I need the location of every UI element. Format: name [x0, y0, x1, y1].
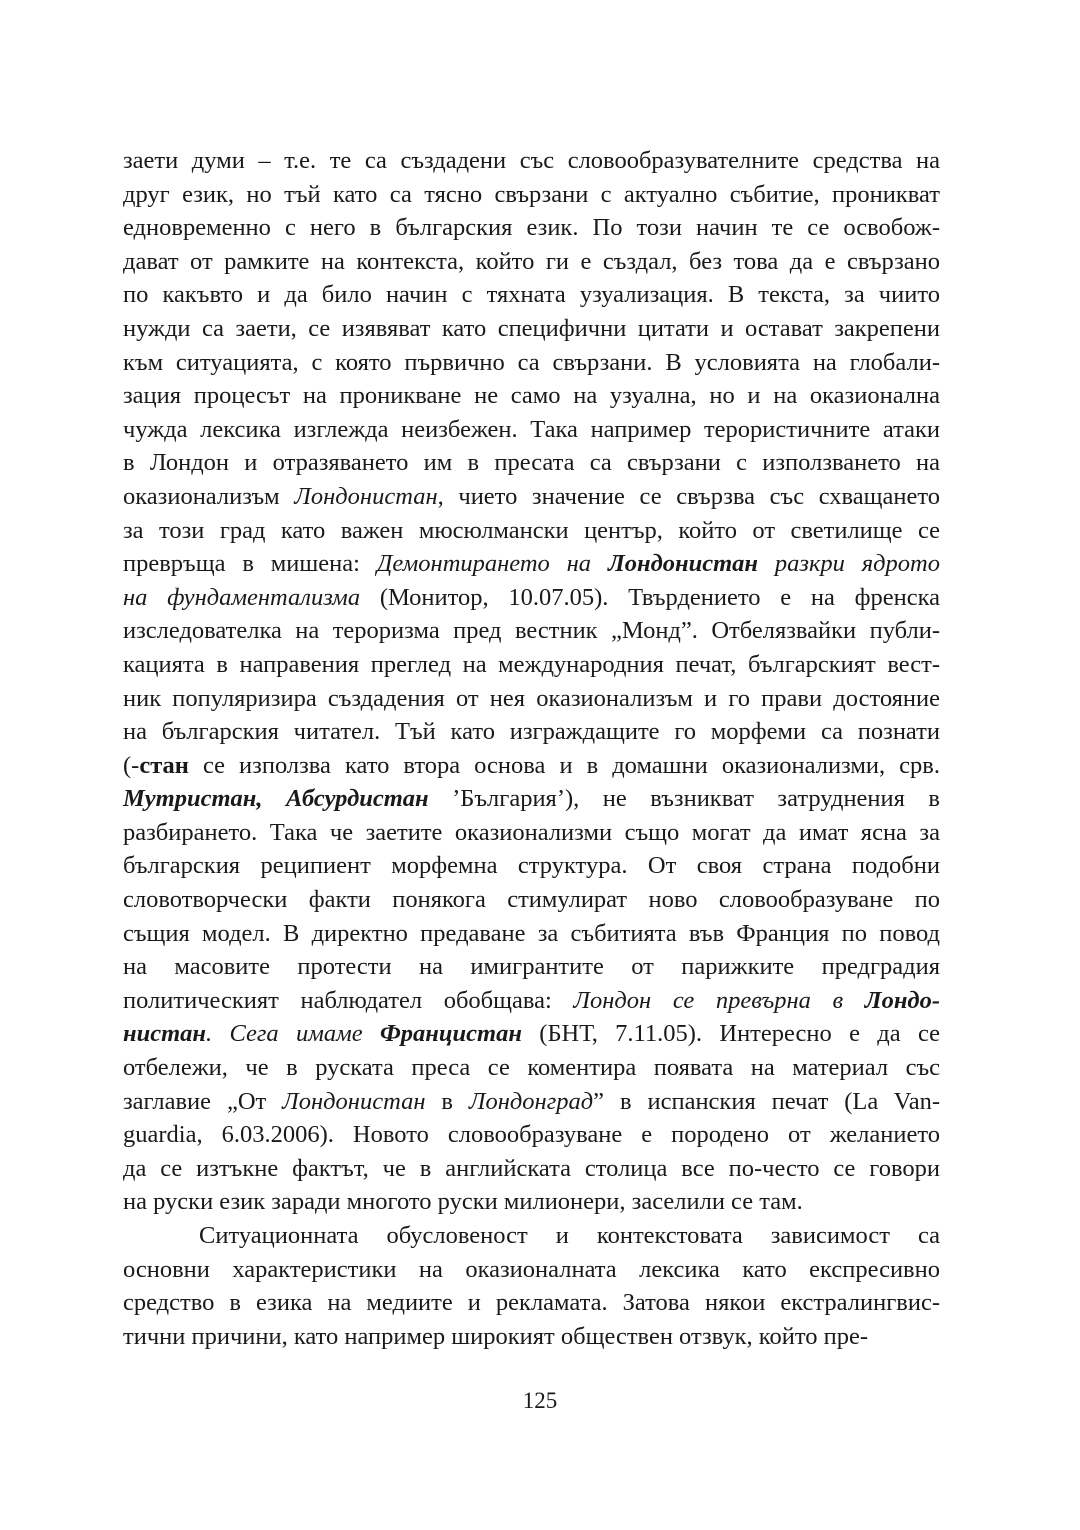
text-run: в Лондон и отразяването им в пресата са свързани с използването на — [123, 449, 940, 477]
text-run: разбирането. Така че заетите оказионализми също могат да имат ясна за — [123, 818, 940, 846]
text-run: кацията в направения преглед на международния печат, българският вест- — [123, 650, 940, 678]
text-line — [123, 1118, 940, 1152]
text-line — [123, 581, 940, 615]
text-run: Ситуационната обусловеност и контекстовата зависимост са — [199, 1222, 940, 1249]
text-run: отбележи, че в руската преса се коментира появата на материал със — [123, 1054, 940, 1082]
text-run: в — [425, 1087, 469, 1115]
text-line — [123, 1219, 940, 1253]
emphasized-text: Лондон се превърна в — [573, 986, 865, 1014]
text-line — [123, 950, 940, 984]
text-line — [123, 648, 940, 682]
text-run: за този град като важен мюсюлмански център, който от светилище се — [123, 516, 940, 544]
paragraph — [123, 1219, 940, 1353]
text-run: оказионализъм — [123, 482, 295, 510]
text-run: на руски език заради многото руски милионери, заселили се там. — [123, 1188, 803, 1216]
text-line — [123, 1320, 940, 1354]
text-line — [123, 514, 940, 548]
text-line — [123, 1152, 940, 1186]
text-run: на масовите протести на имигрантите от парижките предградия — [123, 953, 940, 981]
text-line — [123, 883, 940, 917]
text-line — [123, 178, 940, 212]
text-run: зация процесът на проникване не само на узуална, но и на оказионална — [123, 382, 940, 410]
emphasized-text: Демонтирането на — [376, 550, 608, 578]
text-run: заглавие „От — [123, 1087, 283, 1115]
text-line — [123, 984, 940, 1018]
emphasized-text: Лондо- — [864, 986, 940, 1014]
emphasized-text: . Сега имаме — [206, 1020, 380, 1048]
text-run: изследователка на тероризма пред вестник „Монд”. Отбелязвайки публи- — [123, 617, 940, 645]
text-line — [123, 379, 940, 413]
text-line — [123, 144, 940, 178]
text-run: основни характеристики на оказионалната лексика като експресивно — [123, 1255, 940, 1283]
text-line — [123, 211, 940, 245]
text-line — [123, 278, 940, 312]
text-line — [123, 816, 940, 850]
text-run: едновременно с него в българския език. По този начин те се освобож- — [123, 214, 940, 242]
text-run: guardia, 6.03.2006). Новото словообразуване е породено от желанието — [123, 1121, 940, 1149]
text-run: политическият наблюдател обобщава: — [123, 986, 574, 1014]
text-line — [123, 547, 940, 581]
page-number: 125 — [522, 1388, 558, 1413]
text-run: същия модел. В директно предаване за събитията във Франция по повод — [123, 919, 940, 947]
text-line — [123, 480, 940, 514]
text-line — [123, 346, 940, 380]
text-line — [123, 1051, 940, 1085]
text-run: , чието значение се свързва със схващането — [437, 482, 940, 510]
text-run: по какъвто и да било начин с тяхната узуализация. В текста, за чиито — [123, 281, 940, 309]
text-line — [123, 413, 940, 447]
text-line — [123, 1017, 940, 1051]
text-line — [123, 245, 940, 279]
emphasized-text: Лондонистан — [282, 1087, 426, 1115]
emphasized-text: Францистан — [379, 1020, 522, 1048]
text-line — [123, 782, 940, 816]
text-run: българския реципиент морфемна структура. От своя страна подобни — [123, 852, 940, 880]
text-run: (- — [123, 751, 140, 779]
emphasized-text: нистан — [123, 1020, 207, 1048]
text-line — [123, 849, 940, 883]
emphasized-text: Лондонистан — [294, 482, 438, 510]
text-line — [123, 917, 940, 951]
emphasized-text: Лондонистан — [607, 550, 759, 578]
emphasized-text: разкри ядрото — [758, 550, 941, 578]
text-run: друг език, но тъй като са тясно свързани с актуално събитие, проникват — [123, 180, 940, 208]
text-line — [123, 749, 940, 783]
paragraph — [123, 144, 940, 1219]
text-run: словотворчески факти понякога стимулират ново словообразуване по — [123, 886, 940, 914]
text-line — [123, 715, 940, 749]
text-run: ” в испанския печат (La Van- — [593, 1087, 940, 1115]
emphasized-text: Лондонград — [468, 1087, 594, 1115]
text-run: се използва като втора основа и в домашни оказионализми, срв. — [188, 751, 940, 779]
text-line — [123, 614, 940, 648]
text-run: ник популяризира създадения от нея оказионализъм и го прави достояние — [123, 684, 940, 712]
emphasized-text: Мутристан, Абсурдистан — [123, 785, 429, 813]
text-run: чужда лексика изглежда неизбежен. Така например терористичните атаки — [123, 415, 940, 443]
text-line — [123, 446, 940, 480]
text-run: ’България’), не възникват затруднения в — [428, 785, 941, 813]
text-run: заети думи – т.е. те са създадени със словообразувателните средства на — [123, 147, 940, 174]
text-run: да се изтъкне фактът, че в английската столица все по-често се говори — [123, 1154, 940, 1182]
text-run: на българския читател. Тъй като изграждащите го морфеми са познати — [123, 718, 940, 746]
body-text — [123, 144, 940, 1353]
text-run: (БНТ, 7.11.05). Интересно е да се — [521, 1020, 940, 1048]
text-run: средство в езика на медиите и рекламата. Затова някои екстралингвис- — [123, 1289, 940, 1317]
text-line — [123, 682, 940, 716]
text-line — [123, 312, 940, 346]
text-line — [123, 1286, 940, 1320]
text-line — [123, 1085, 940, 1119]
text-line — [123, 1185, 940, 1219]
emphasized-text: на фундаментализма — [123, 583, 361, 611]
text-run: към ситуацията, с която първично са свързани. В условията на глобали- — [123, 348, 940, 376]
text-run: дават от рамките на контекста, който ги е създал, без това да е свързано — [123, 247, 940, 275]
text-line — [123, 1253, 940, 1287]
text-run: превръща в мишена: — [123, 550, 377, 578]
emphasized-text: стан — [139, 751, 189, 779]
text-run: тични причини, като например широкият обществен отзвук, който пре- — [123, 1322, 868, 1350]
text-run: нужди са заети, се изявяват като специфични цитати и остават закрепени — [123, 314, 940, 342]
text-run: (Монитор, 10.07.05). Твърдението е на френска — [360, 583, 940, 611]
